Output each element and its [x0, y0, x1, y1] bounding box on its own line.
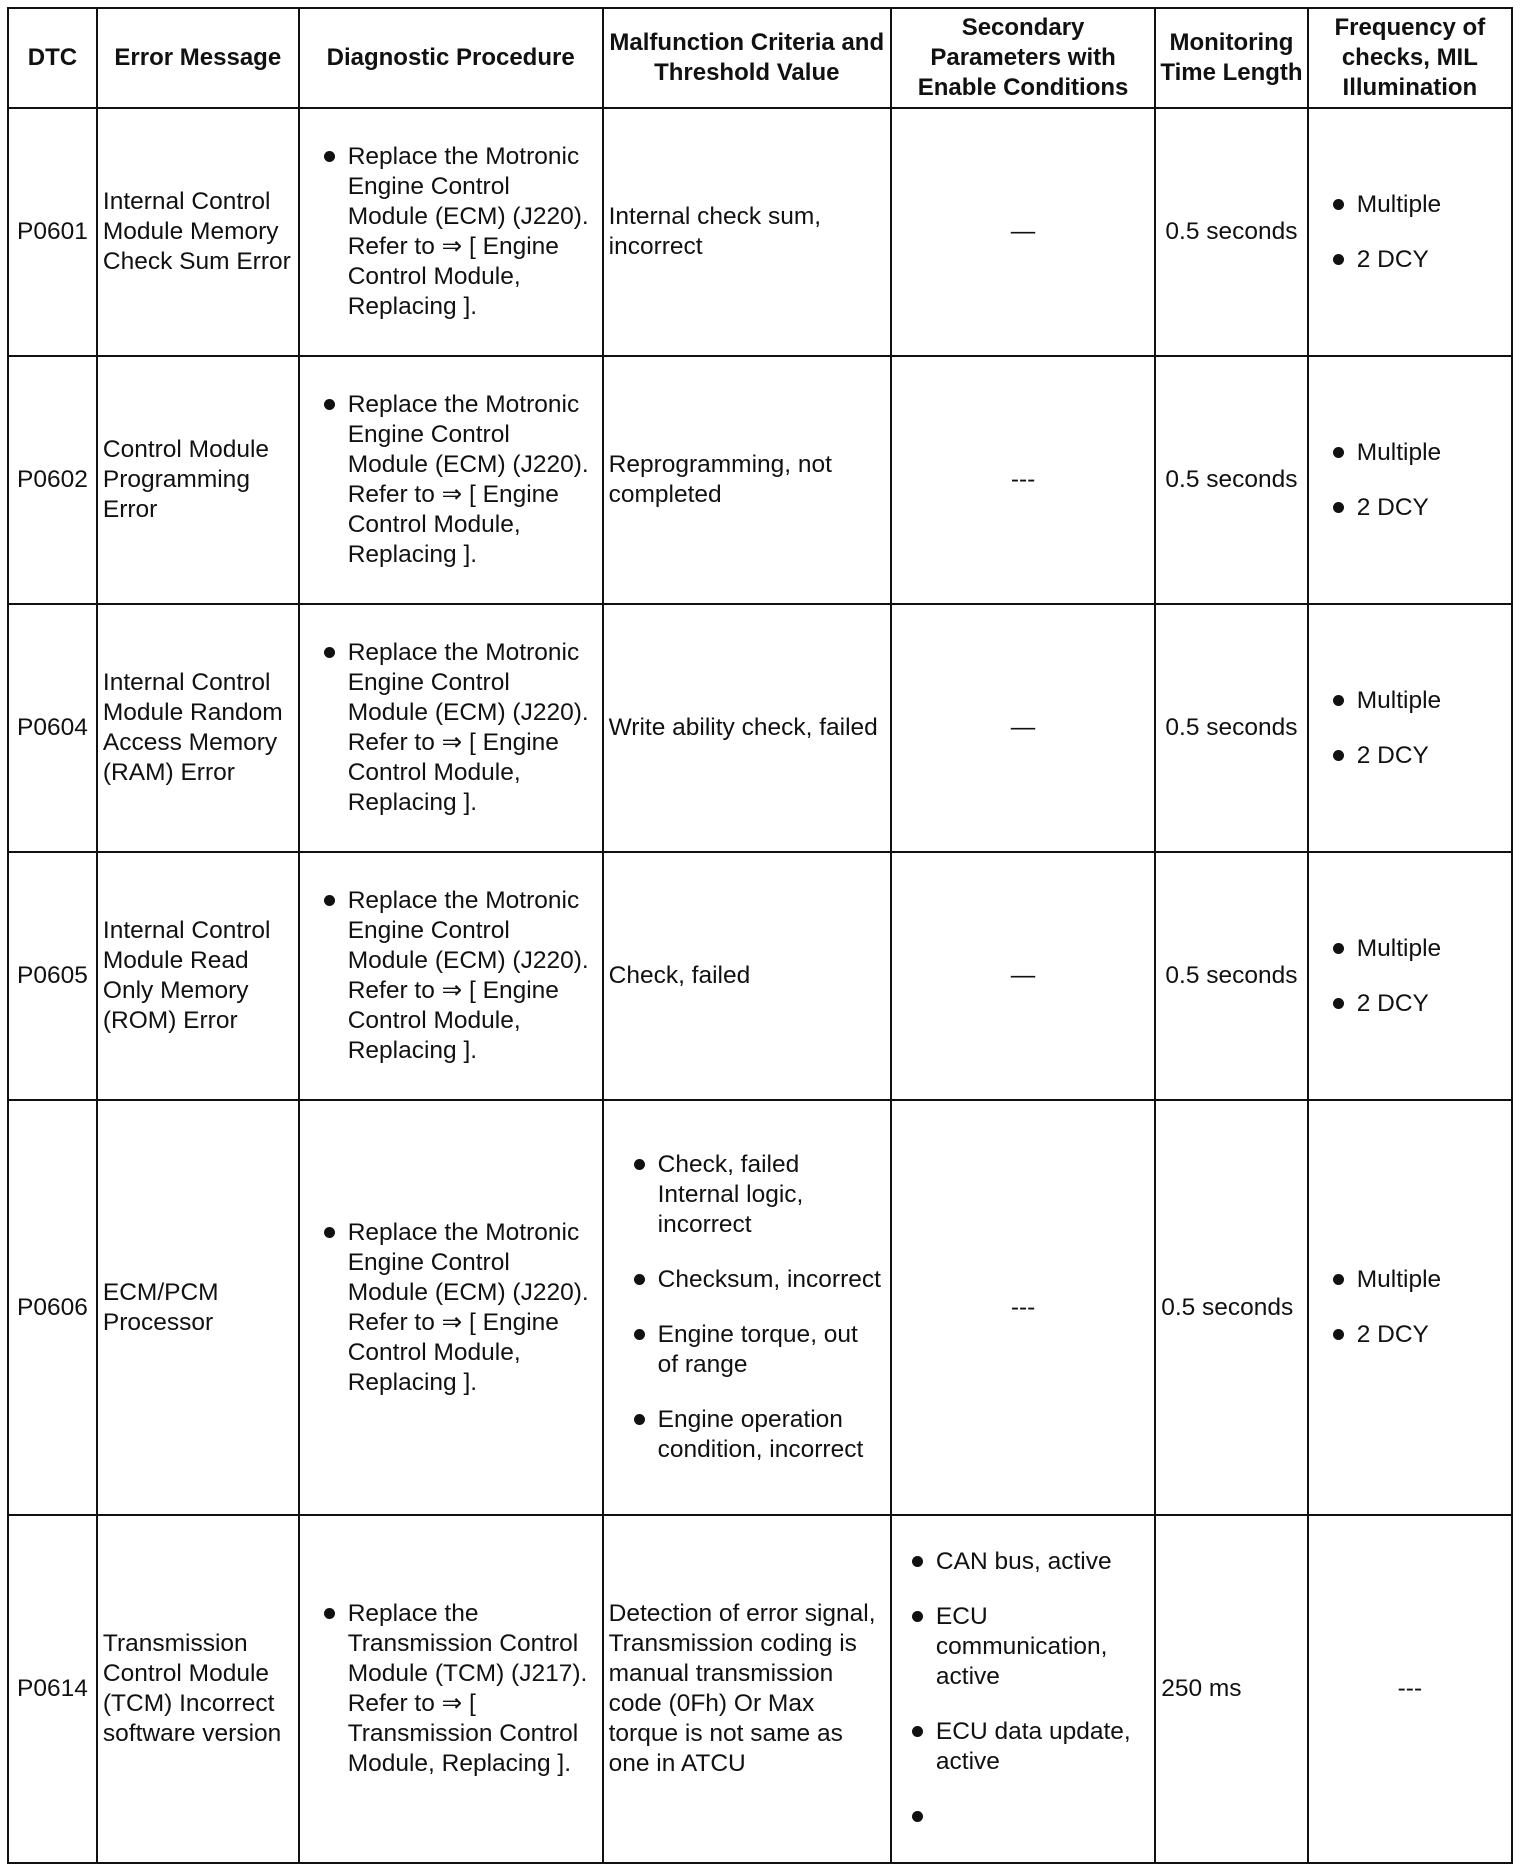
- procedure-item: Replace the Motronic Engine Control Module (ECM) (J220). Refer to ⇒ [ Engine Control Module, Replacing ].: [314, 390, 597, 570]
- monitoring-time: 0.5 seconds: [1155, 108, 1308, 356]
- monitoring-time: 0.5 seconds: [1155, 356, 1308, 604]
- frequency: [1308, 108, 1512, 356]
- error-message: Internal Control Module Memory Check Sum Error: [97, 108, 299, 356]
- criteria-item: Engine torque, out of range: [624, 1320, 885, 1380]
- monitoring-time: 0.5 seconds: [1155, 852, 1308, 1100]
- secondary-item: ECU data update, active: [902, 1717, 1149, 1777]
- secondary-item: ECU communication, active: [902, 1602, 1149, 1692]
- error-message: Internal Control Module Random Access Memory (RAM) Error: [97, 604, 299, 852]
- header-row: [8, 8, 1512, 108]
- dtc-code: P0604: [8, 604, 97, 852]
- procedure-item: Replace the Motronic Engine Control Module (ECM) (J220). Refer to ⇒ [ Engine Control Module, Replacing ].: [314, 638, 597, 818]
- frequency: [1308, 356, 1512, 604]
- frequency-item: Multiple: [1323, 686, 1506, 716]
- header-frequency: Frequency of checks, MIL Illumination: [1308, 8, 1512, 108]
- diagnostic-procedure: [299, 852, 603, 1100]
- header-secondary-parameters: Secondary Parameters with Enable Conditions: [891, 8, 1155, 108]
- frequency: [1308, 1100, 1512, 1515]
- table-row: [8, 356, 1512, 604]
- diagnostic-procedure: [299, 356, 603, 604]
- frequency: [1308, 604, 1512, 852]
- diagnostic-procedure: [299, 1100, 603, 1515]
- table-row: [8, 852, 1512, 1100]
- error-message: ECM/PCM Processor: [97, 1100, 299, 1515]
- frequency-item: 2 DCY: [1323, 493, 1506, 523]
- diagnostic-procedure: [299, 1515, 603, 1863]
- frequency-item: Multiple: [1323, 190, 1506, 220]
- table-row: [8, 1100, 1512, 1515]
- error-message: Internal Control Module Read Only Memory (ROM) Error: [97, 852, 299, 1100]
- dtc-code: P0605: [8, 852, 97, 1100]
- malfunction-criteria: Write ability check, failed: [603, 604, 891, 852]
- frequency: [1308, 852, 1512, 1100]
- secondary-parameters: ---: [891, 356, 1155, 604]
- malfunction-criteria: Reprogramming, not completed: [603, 356, 891, 604]
- procedure-item: Replace the Motronic Engine Control Module (ECM) (J220). Refer to ⇒ [ Engine Control Module, Replacing ].: [314, 142, 597, 322]
- error-message: Control Module Programming Error: [97, 356, 299, 604]
- malfunction-criteria: Internal check sum, incorrect: [603, 108, 891, 356]
- dtc-code: P0606: [8, 1100, 97, 1515]
- frequency-item: Multiple: [1323, 1265, 1506, 1295]
- procedure-item: Replace the Motronic Engine Control Module (ECM) (J220). Refer to ⇒ [ Engine Control Module, Replacing ].: [314, 1218, 597, 1398]
- secondary-parameters: [891, 1515, 1155, 1863]
- frequency-item: 2 DCY: [1323, 741, 1506, 771]
- criteria-item: Check, failed Internal logic, incorrect: [624, 1150, 885, 1240]
- criteria-item: Engine operation condition, incorrect: [624, 1405, 885, 1465]
- table-row: [8, 604, 1512, 852]
- secondary-parameters: —: [891, 108, 1155, 356]
- procedure-item: Replace the Motronic Engine Control Module (ECM) (J220). Refer to ⇒ [ Engine Control Module, Replacing ].: [314, 886, 597, 1066]
- secondary-item-empty: [902, 1802, 1149, 1832]
- diagnostic-procedure: [299, 604, 603, 852]
- secondary-item: CAN bus, active: [902, 1547, 1149, 1577]
- malfunction-criteria: Detection of error signal, Transmission coding is manual transmission code (0Fh) Or Max torque is not same as one in ATCU: [603, 1515, 891, 1863]
- frequency-item: 2 DCY: [1323, 989, 1506, 1019]
- dtc-code: P0602: [8, 356, 97, 604]
- frequency: ---: [1308, 1515, 1512, 1863]
- monitoring-time: 0.5 seconds: [1155, 1100, 1308, 1515]
- header-malfunction-criteria: Malfunction Criteria and Threshold Value: [603, 8, 891, 108]
- header-diagnostic-procedure: Diagnostic Procedure: [299, 8, 603, 108]
- frequency-item: Multiple: [1323, 934, 1506, 964]
- monitoring-time: 0.5 seconds: [1155, 604, 1308, 852]
- procedure-item: Replace the Transmission Control Module (TCM) (J217). Refer to ⇒ [ Transmission Control Module, Replacing ].: [314, 1599, 597, 1779]
- secondary-parameters: —: [891, 604, 1155, 852]
- table-row: [8, 1515, 1512, 1863]
- dtc-code: P0601: [8, 108, 97, 356]
- header-dtc: DTC: [8, 8, 97, 108]
- malfunction-criteria: Check, failed: [603, 852, 891, 1100]
- header-monitoring-time: Monitoring Time Length: [1155, 8, 1308, 108]
- secondary-parameters: ---: [891, 1100, 1155, 1515]
- frequency-item: 2 DCY: [1323, 245, 1506, 275]
- table-row: [8, 108, 1512, 356]
- error-message: Transmission Control Module (TCM) Incorrect software version: [97, 1515, 299, 1863]
- dtc-table: [7, 7, 1513, 1864]
- monitoring-time: 250 ms: [1155, 1515, 1308, 1863]
- diagnostic-procedure: [299, 108, 603, 356]
- header-error-message: Error Message: [97, 8, 299, 108]
- criteria-item: Checksum, incorrect: [624, 1265, 885, 1295]
- frequency-item: Multiple: [1323, 438, 1506, 468]
- frequency-item: 2 DCY: [1323, 1320, 1506, 1350]
- dtc-code: P0614: [8, 1515, 97, 1863]
- malfunction-criteria: [603, 1100, 891, 1515]
- secondary-parameters: —: [891, 852, 1155, 1100]
